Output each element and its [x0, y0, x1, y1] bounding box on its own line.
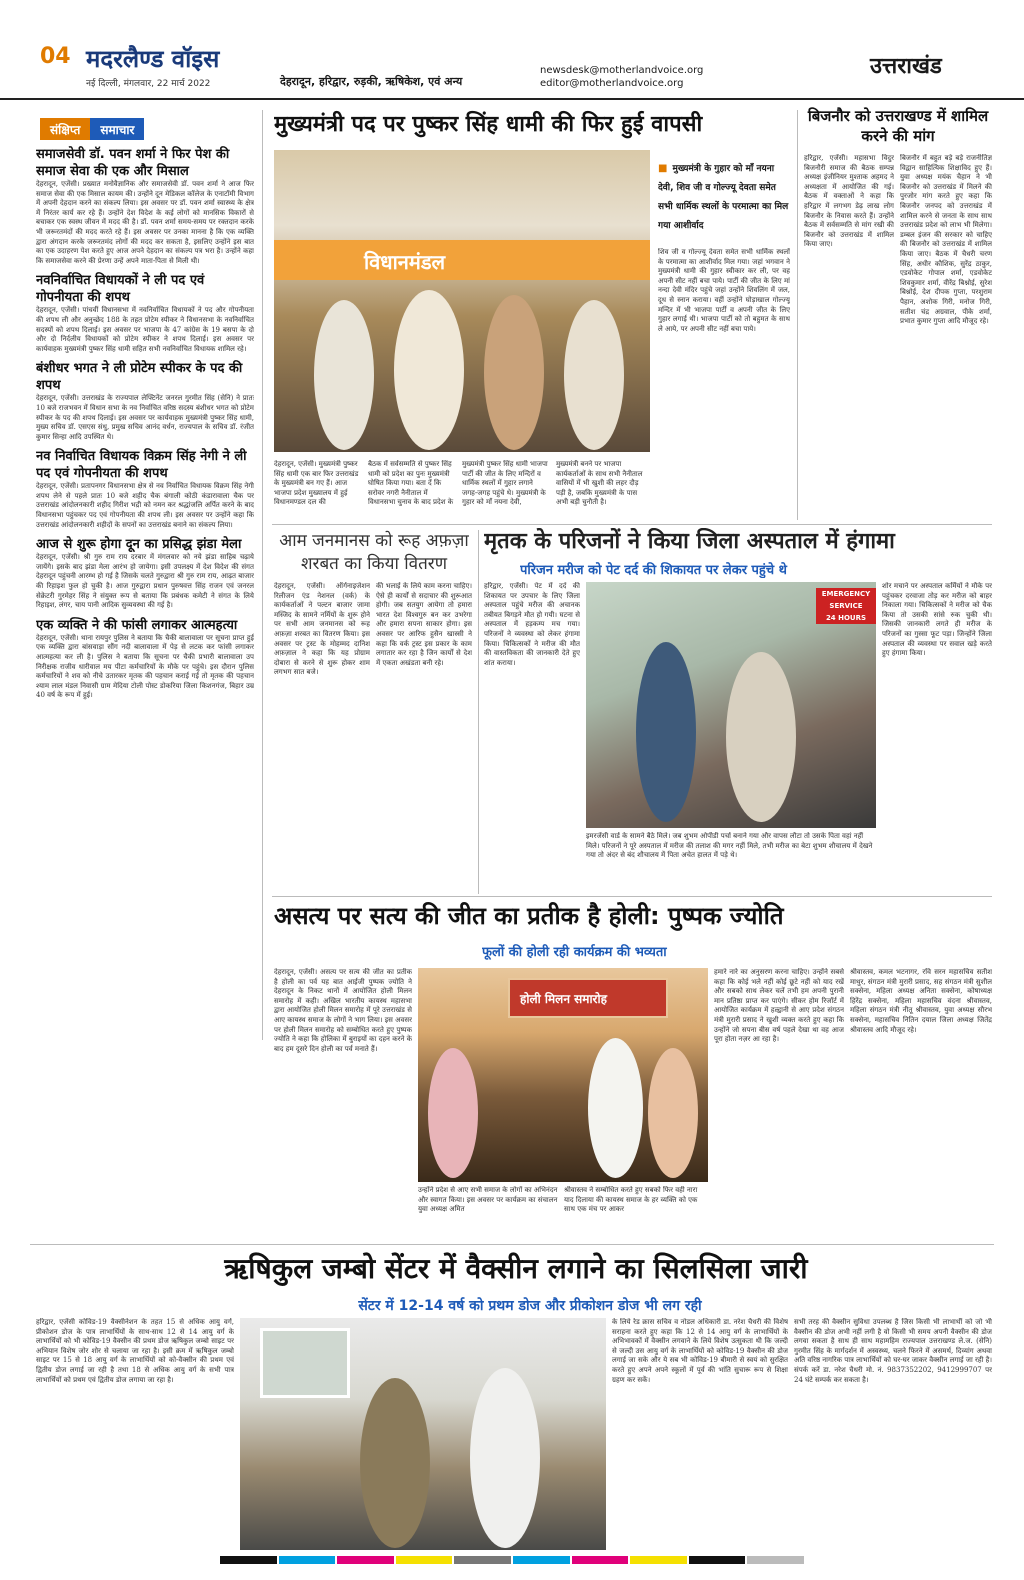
vaccine-photo [240, 1318, 606, 1550]
person-shape [470, 1368, 540, 1548]
main-body: शिव जी व गोल्ज्यू देवता समेत सभी धार्मिक स्थलों के परमात्मा का आशीर्वाद मिल गया। जहां भगवान ने मुख्यमंत्री धामी की गुहार स्वीकार कर ली, पर वह अपनी सीट नहीं बचा पाये। पार्टी की जीत के लिए मां नन्दा देवी मंदिर पहुंचे जहां उन्होंने शिवलिंग में जल, दूध से स्नान कराया। वहीं उन्होंने घोड़ाखाल गोल्ज्यू मन्दिर में भी भाजपा पार्टी व अपनी जीत के लिए गुहार लगाई थी। भाजपा पार्टी को तो बहुमत के साथ ले आये, पर अपनी सीट नहीं बचा पाये। [658, 248, 790, 333]
brief-item [36, 360, 254, 442]
briefs-column [36, 146, 254, 1036]
page-header [0, 0, 1024, 100]
holi-caption: उन्होंने प्रदेश से आए सभी समाज के लोगों का अभिनंदन और स्वागत किया। इस अवसर पर कार्यक्रम का संचालन युवा अध्यक्ष अमित [418, 1186, 558, 1213]
sharbat-headline-line1: आम जनमानस को रूह अफ़ज़ा [279, 531, 469, 551]
bijnor-headline: बिजनौर को उत्तराखण्ड में शामिल करने की मांग [807, 107, 989, 145]
holi-body-3: श्रीवास्तव, कमल भटनागर, रवि सरन महासचिव सतीश माथुर, संगठन मंत्री मुरारी प्रसाद, सह संगठन मंत्री सुशील सक्सेना, महिला अध्यक्ष अनिता सक्सेना, कोषाध्यक्ष हिरेंद्र सक्सेना, महिला महासचिव वंदना श्रीवास्तव, महिला संगठन मंत्री नीतू श्रीवास्तव, युवा अध्यक्ष सौरभ सक्सेना, महासचिव नितिन दयाल जिला अध्यक्ष जितेंद्र श्रीवास्तव आदि मौजूद रहे। [850, 968, 992, 1034]
holi-photo [418, 968, 708, 1182]
hospital-caption: इमरजेंसी वार्ड के सामने बैठे मिले। जब शुभम ओपीडी पर्चा बनाने गया और वापस लौटा तो उसके पिता वहां नहीं मिले। परिजनों ने पूरे अस्पताल में मरीज की तलाश की मगर नहीं मिले, तभी मरीज का बेटा शुभम शौचालय में देखने गया तो अंदर से बंद शौचालय में पिता अचेत हालत में पड़े थे। [586, 832, 873, 859]
brief-headline: नवनिर्वाचित विधायकों ने ली पद एवं गोपनीयता की शपथ [36, 273, 205, 306]
vaccine-subhead: सेंटर में 12-14 वर्ष को प्रथम डोज और प्रीकोशन डोज भी लग रही [358, 1298, 702, 1314]
section-title: उत्तराखंड [870, 54, 942, 79]
brief-headline: आज से शुरू होगा दून का प्रसिद्ध झंडा मेला [36, 537, 242, 553]
vaccine-body-2: के लिये रेड क्रास सचिव व नोडल अधिकारी डा. नरेश चैधरी की विशेष सराहना करते हुए कहा कि 12 से 14 आयु वर्ग के लाभार्थियों के अभिभावकों में वैक्सीन लगवाने के लिये विशेष उत्सुकता थी कि जल्दी से जल्दी उस आयु वर्ग के लाभार्थियों को कोविड-19 वैक्सीन की डोज लगाई जा सके और ये सब भी कोविड-19 बीमारी से स्वयं को सुरक्षित करते हुए अपने अपने स्कूलों में पूर्व की भांति सुचारू रूप से शिक्षा ग्रहण कर सकें। [612, 1318, 788, 1384]
section-rule [272, 524, 992, 525]
brief-body: देहरादून, एजेंसी। प्रख्यात मनोवैज्ञानिक और समाजसेवी डॉ. पवन शर्मा ने आज फिर समाज सेवा की एक मिसाल कायम की। उन्होंने दून मेडिकल कॉलेज के एनाटॉमी विभाग में अपनी देहदान करने का संकल्प लिया। इस अवसर पर डॉ. पवन शर्मा स्वास्थ्य के क्षेत्र में निरंतर कार्य कर रहे हैं। उन्होंने देश विदेश के कई लोगों को मानसिक विकारों से बचाकर एक स्वस्थ जीवन में मदद की है। डॉ. पवन शर्मा समय-समय पर रक्तदान करके भी जरूरतमंदों की मदद करते रहे हैं। इस अवसर पर उनका मानना है कि एक व्यक्ति द्वारा अंगदान करके जरूरतमंद लोगों की मदद कर सकता है, इसलिए उन्होंने इस बात का एक उदाहरण पेश करते हुए आज अपने देहदान का संकल्प पत्र भरा है। उन्होंने कहा कि समाजसेवा करने की प्रेरणा उन्हें अपने माता-पिता से मिली थी। [36, 180, 254, 265]
brief-headline: नव निर्वाचित विधायक विक्रम सिंह नेगी ने ली पद एवं गोपनीयता की शपथ [36, 449, 247, 482]
brief-item [36, 536, 254, 611]
sign-line: 24 HOURS [825, 614, 867, 622]
column-rule [478, 530, 479, 894]
stage-banner [274, 240, 650, 280]
sharbat-body-1: देहरादून, एजेंसी। ऑर्गनाइजेशन रिलीजन एंड नेशनल (वर्क) के कार्यकर्ताओं ने पल्टन बाजार जामा मस्जिद के सामने नर्मियों के शुरू होने पर सभी आम जनमानस को रूह अफ़ज़ा शरबत का वितरण किया। इस अवसर पर ट्रस्ट के मोहम्मद दानिश अफ़ज़ाल ने कहा कि यह प्रोग्राम दोबारा से करने से शुरू होकर शाम लगभग सात बजे। [274, 582, 370, 677]
bijnor-body-2: बिजनौर में बहुत बड़े बड़े राजनीतिज्ञ विद्वान साहित्यिक शिक्षाविद हुए हैं। युवा अध्यक्ष मयंक चैहान ने भी बिजनौर को उत्तराखंड में मिलने की पुरजोर मांग करते हुए कहा कि बिजनौर जनपद को उत्तराखंड में शामिल करने से जनता के साथ साथ उत्तराखंड प्रदेश को लाभ भी मिलेगा। डम्बल इंजन की सरकार को चाहिए की बिजनौर को उत्तराखंड में शामिल किया जाए। बैठक में चैधरी चरण सिंह, अधीर कौशिक, सुरेंद्र ठाकुर, एडवोकेट गोपाल शर्मा, एडवोकेट शिवकुमार शर्मा, वीरेंद्र बिश्नोई, सुरेश बिश्नोई, देश दीपक गुप्ता, परशुराम पैहान, अशोक गिरी, मनोज गिरी, सतीश चंद्र अग्रवाल, पीके शर्मा, प्रभात कुमार गुप्ता आदि मौजूद रहे। [900, 154, 992, 326]
sign-line: EMERGENCY [821, 590, 871, 598]
sharbat-headline-line2: शरबत का किया वितरण [300, 554, 448, 574]
masthead-title: मदरलैण्ड वॉइस [86, 45, 220, 73]
holi-subhead: फूलों की होली रही कार्यक्रम की भव्यता [482, 945, 667, 960]
briefs-tag [40, 118, 250, 140]
holi-banner [508, 978, 668, 1018]
main-headline: मुख्यमंत्री पद पर पुष्कर सिंह धामी की फिर हुई वापसी [274, 112, 703, 137]
person-shape [484, 295, 544, 450]
vaccine-headline: ऋषिकुल जम्बो सेंटर में वैक्सीन लगाने का सिलसिला जारी [224, 1252, 808, 1285]
email-newsdesk[interactable]: newsdesk@motherlandvoice.org [540, 65, 704, 76]
brief-body: देहरादून, एजेंसी। थाना रायपुर पुलिस ने बताया कि चैकी बालावाला पर सूचना प्राप्त हुई एक व्यक्ति द्वारा बांसवाड़ा सौंग नदी बालावाला में पेड़ से लटक कर फांसी लगाकर आत्महत्या कर ली है। पुलिस ने बताया कि सूचना पर चैकी प्रभारी बालावाला उप निरीक्षक राजीव धारीवाल मय पीटा कर्मचारियों के मौके पर पहुंचे। इस दौरान पुलिस कर्मचारियों ने शव को नीचे उतारकर मृतक की पहचान कराई गई तो मृतक की पहचान श्याम लाल मंडल निवासी ग्राम मेदिया टोली पोस्ट डोकरिया जिला किशनगंज, बिहार उम्र 40 वर्ष के रूप में हुई। [36, 633, 254, 700]
dateline: नई दिल्ली, मंगलवार, 22 मार्च 2022 [86, 79, 211, 89]
section-rule [272, 896, 992, 897]
brief-body: देहरादून, एजेंसी। उत्तराखंड के राज्यपाल लेफ्टिनेंट जनरल गुरमीत सिंह (सेनि) ने प्रातः 10 बजे राजभवन में विधान सभा के नव निर्वाचित वरिष्ठ सदस्य बंशीधर भगत को प्रोटेम स्पीकर के पद की शपथ दिलाई। इस अवसर पर कार्यवाहक मुख्यमंत्री पुष्कर सिंह धामी, मुख्य सचिव डॉ. एसएस संधु, प्रमुख सचिव आनंद वर्धन, राज्यपाल के सचिव डॉ. रंजीत कुमार सिन्हा आदि उपस्थित थे। [36, 394, 254, 441]
person-shape [394, 290, 464, 450]
hospital-headline: मृतक के परिजनों ने किया जिला अस्पताल में हंगामा [484, 529, 895, 554]
photo-caption: बैठक में सर्वसम्मति से पुष्कर सिंह धामी को प्रदेश का पुनः मुख्यमंत्री घोषित किया गया। बता दें कि सरोवर नगरी नैनीताल में विधानसभा चुनाव के बाद प्रदेश के [368, 460, 454, 506]
holi-caption: श्रीवास्तव ने सम्बोधित करते हुए सबको फिर वही नारा याद दिलाया की कायस्थ समाज के हर व्यक्ति को एक साथ एक मंच पर आकर [564, 1186, 698, 1213]
column-rule [797, 110, 798, 520]
holi-body-2: हमारे नारे का अनुसरण करना चाहिए। उन्होंने सबसे कहा कि कोई भले नहीं कोई छूटे नहीं को याद रखें और सबको साथ लेकर चलें तभी हम अपनी पुरानी मान प्रतिष्ठा प्राप्त कर पाएंगे। सीकर होम रिजॉर्ट में आयोजित कार्यक्रम में हल्द्वानी से आए प्रदेश संगठन मंत्री मुरारी प्रसाद ने खुशी व्यक्त करते हुए कहा कि उन्होंने जो सपना बीस वर्ष पहले देखा था वह आज पूरा होता नज़र आ रहा है। [714, 968, 844, 1044]
brief-headline: बंशीधर भगत ने ली प्रोटेम स्पीकर के पद की शपथ [36, 361, 243, 394]
highlight-text: मुख्यमंत्री के गुहार को माँ नयना देवी, शिव जी व गोल्ज्यू देवता समेत सभी धार्मिक स्थलों के परमात्मा का मिल गया आशीर्वाद [658, 164, 789, 231]
person-shape [360, 1378, 430, 1548]
cm-ceremony-photo [274, 150, 650, 452]
holi-body-1: देहरादून, एजेंसी। असत्य पर सत्य की जीत का प्रतीक है होली का पर्व यह बात आईजी पुष्पक ज्योति ने देहरादून के निकट थानों में आयोजित होली मिलन समारोह में कही। अखिल भारतीय कायस्थ महासभा द्वारा आयोजित होली मिलन समारोह में पूरे उत्तराखंड से आए कायस्थ समाज के लोगों ने भाग लिया। इस अवसर पर होली मिलन समारोह को सम्बोधित करते हुए पुष्पक ज्योति ने कहा कि होलिका में बुराइयों का दहन करने के बाद हम दूसरे दिन होली का पर्व मनाते हैं। [274, 968, 412, 1053]
page-number: 04 [40, 44, 71, 69]
email-editor[interactable]: editor@motherlandvoice.org [540, 78, 684, 89]
brief-headline: समाजसेवी डॉ. पवन शर्मा ने फिर पेश की समाज सेवा की एक और मिसाल [36, 147, 230, 179]
briefs-tag-b: समाचार [90, 118, 144, 140]
person-shape [648, 1048, 698, 1178]
stage-banner-text: विधानमंडल [364, 250, 446, 274]
person-shape [428, 1048, 478, 1178]
person-shape [564, 300, 624, 450]
holi-headline: असत्य पर सत्य की जीत का प्रतीक है होली: पुष्पक ज्योति [274, 902, 784, 930]
brief-body: देहरादून, एजेंसी। पांचवीं विधानसभा में नवनिर्वाचित विधायकों ने पद और गोपनीयता की शपथ ली और अनुच्छेद 188 के तहत प्रोटेम स्पीकर ने विधानसभा के नवनिर्वाचित सदस्यों को शपथ दिलाई। इस अवसर पर भाजपा के 47 कांग्रेस के 19 बसपा के दो और दो निर्दलीय विधायकों को प्रोटेम स्पीकर ने शपथ दिलाई। इस अवसर पर कार्यवाहक मुख्यमंत्री पुष्कर सिंह धामी सहित सभी नवनिर्वाचित विधायक शामिल रहे। [36, 306, 254, 353]
person-shape [314, 300, 374, 450]
brief-item [36, 146, 254, 266]
hospital-body-1: हरिद्वार, एजेंसी। पेट में दर्द की शिकायत पर उपचार के लिए जिला अस्पताल पहुंचे मरीज की अचानक तबीयत बिगड़ने मौत हो गयी। घटना से अस्पताल में हड़कम्प मच गया। परिजनों ने व्यवस्था को लेकर हंगामा किया। चिकित्सकों ने मरीज की मौत की वास्तविकता की जानकारी देते हुए शांत कराया। [484, 582, 580, 667]
brief-item [36, 448, 254, 530]
main-highlight [658, 156, 790, 246]
sharbat-headline [274, 530, 474, 576]
brief-body: देहरादून, एजेंसी। श्री गुरु राम राय दरबार में मंगलवार को नये झंडा साहिब चढ़ाये जायेंगे। इसके बाद झंडा मेला आरंभ हो जायेगा। इसी उपलक्ष्य में देश विदेश की संगत देहरादून पहुंचनी आरम्भ हो गई है जिसके चलते गुरुद्वारा श्री गुरु राम राय, आढ़त बाजार की रिहाइश फुल हो चुकी है। आज गुरुद्वारा प्रधान पुरुषवत्त सिंह राजन एवं जनरल सेक्रेटरी गुरमेहर सिंह ने संयुक्त रूप से बताया कि प्रबंधक कमेटी ने संगत के लिये रिहाइश, लंगर, चाय पानी आदिक सुव्यवस्था की गई है। [36, 553, 254, 610]
hospital-body-2: शोर मचाने पर अस्पताल कर्मियों ने मौके पर पहुंचकर दरवाजा तोड़ कर मरीज को बाहर निकाला गया। चिकित्सकों ने मरीज को चैक किया तो उसकी सांसे रुक चुकी थी। जिसकी जानकारी लगते ही मरीज के परिजनों का गुस्सा फूट पड़ा। जिन्होंने जिला अस्पताल की व्यवस्था पर सवाल खड़े करते हुए हंगामा किया। [882, 582, 992, 658]
brief-item [36, 272, 254, 354]
brief-item [36, 617, 254, 701]
email-block [540, 64, 703, 90]
vaccine-body-1: हरिद्वार, एजेंसी कोविड-19 वैक्सीनेशन के तहत 15 से अधिक आयु वर्ग, प्रीकोशन डोज के पात्र लाभार्थियों के साथ-साथ 12 से 14 आयु वर्ग के लाभार्थियों को भी कोविड-19 वैक्सीन की प्रथम डोज ऋषिकुल जम्बो साइट पर अभियान विशेष जोर शोर से चलाया जा रहा है। इसी क्रम में ऋषिकुल जम्बो साइट पर 15 से 18 आयु वर्ग के लाभार्थियों को को-वैक्सीन की प्रथम एवं द्वितीय डोज लगाई जा रही है तथा 18 से अधिक आयु वर्ग के सभी पात्र लाभार्थियों को प्रथम एवं द्वितीय डोज लगाया जा रहा है। [36, 1318, 234, 1384]
vaccine-body-3: सभी तरह की वैक्सीन सुविधा उपलब्ध है जिस किसी भी लाभार्थी को जो भी वैक्सीन की डोज अभी नहीं लगी है वो किसी भी समय अपनी वैक्सीन की डोज लगवा सकता है साथ ही साथ महामहिम राज्यपाल उत्तराखण्ड ले.ज. (सेनि) गुरमीत सिंह के मार्गदर्शन में अस्वस्थ्य, चलने फिरने में असमर्थ, दिव्यांग अथवा अति वरिष्ठ नागरिक पात्र लाभार्थियों को घर-घर जाकर वैक्सीन लगाई जा रही है। संपर्क करें डा. नरेश चैधरी मो. नं. 9837352202, 9412999707 पर 24 घंटे सम्पर्क कर सकता है। [794, 1318, 992, 1384]
sharbat-body-2: की भलाई के लिये काम करना चाहिए। ऐसे ही कार्यों से सदाचार की शुरूआत होगी। जब सतयुग आयेगा तो हमारा भारत देश विश्वगुरु बन कर उभरेगा और हमारा सपना साकार होगा। इस अवसर पर आरिफ हुसैन खास्सी ने कहा कि वर्क ट्रस्ट इस प्रकार के काम लगातार कर रहा है जिन कार्यों से देश में एकता अखंडता बनी रहे। [376, 582, 472, 667]
registration-marks [0, 1556, 1024, 1570]
brief-body: देहरादून, एजेंसी। प्रतापनगर विधानसभा क्षेत्र से नव निर्वाचित विधायक विक्रम सिंह नेगी शपथ लेने से पहले प्रातः 10 बजे शहीद चैक बंगाली कोठी कंडारावाला चैक पर उत्तराखंड आंदोलनकारी शहीद गिरीश भद्री को नमन कर श्रद्धांजलि अर्पित करने के बाद विधानसभा पहुंचकर पद एवं गोपनीयता की शपथ ली। इस अवसर पर उन्होंने कहा कि उत्तराखंड आंदोलनकारी शहीदों के सपनों का उत्तराखंड बनाने का संकल्प लिया। [36, 482, 254, 529]
section-rule [30, 1244, 994, 1245]
hospital-photo [586, 582, 876, 828]
photo-caption: मुख्यमंत्री बनने पर भाजपा कार्यकर्ताओं के साथ सभी नैनीताल वासियों में भी खुशी की लहर दौड़ पड़ी है, जबकि मुख्यमंत्री के पास अभी बड़ी चुनौती है। [556, 460, 643, 506]
hospital-subhead: परिजन मरीज को पेट दर्द की शिकायत पर लेकर पहुंचे थे [520, 563, 787, 578]
photo-caption: देहरादून, एजेंसी। मुख्यमंत्री पुष्कर सिंह धामी एक बार फिर उत्तराखंड के मुख्यमंत्री बन गए हैं। आज भाजपा प्रदेश मुख्यालय में हुई विधानमण्डल दल की [274, 460, 359, 506]
brief-headline: एक व्यक्ति ने की फांसी लगाकर आत्महत्या [36, 617, 238, 633]
briefs-tag-a: संक्षिप्त [40, 118, 90, 140]
holi-banner-text: होली मिलन समारोह [520, 992, 607, 1006]
cities-line: देहरादून, हरिद्वार, रुड़की, ऋषिकेश, एवं अन्य [280, 75, 463, 88]
emergency-sign [816, 588, 876, 624]
person-shape [726, 652, 796, 822]
person-shape [588, 1038, 643, 1178]
window-shape [260, 1328, 350, 1398]
photo-caption: मुख्यमंत्री पुष्कर सिंह धामी भाजपा पार्टी की जीत के लिए मन्दिरों व धार्मिक स्थलों में गुहार लगाने जगह-जगह पहुंचे थे। मुख्यमंत्री के गुहार को माँ नयना देवी, [462, 460, 548, 506]
sign-line: SERVICE [829, 602, 863, 610]
column-rule [262, 110, 263, 1040]
bullet-icon: ■ [658, 163, 668, 174]
bijnor-body-1: हरिद्वार, एजेंसी। महासभा विदुर बिजनौरी समाज की बैठक सम्पन्न अध्यक्ष इंजीनियर मुश्ताक अहमद ने अध्यक्षता में आयोजित की गई। बैठक में वक्ताओं ने कहा कि हरिद्वार में लगभग डेढ़ लाख लोग बिजनौर के निवास करते हैं। उन्होंने बैठक में सर्वसम्मति से मांग रखी की बिजनौर को उत्तराखंड में शामिल किया जाए। [804, 154, 894, 249]
person-shape [636, 642, 696, 822]
